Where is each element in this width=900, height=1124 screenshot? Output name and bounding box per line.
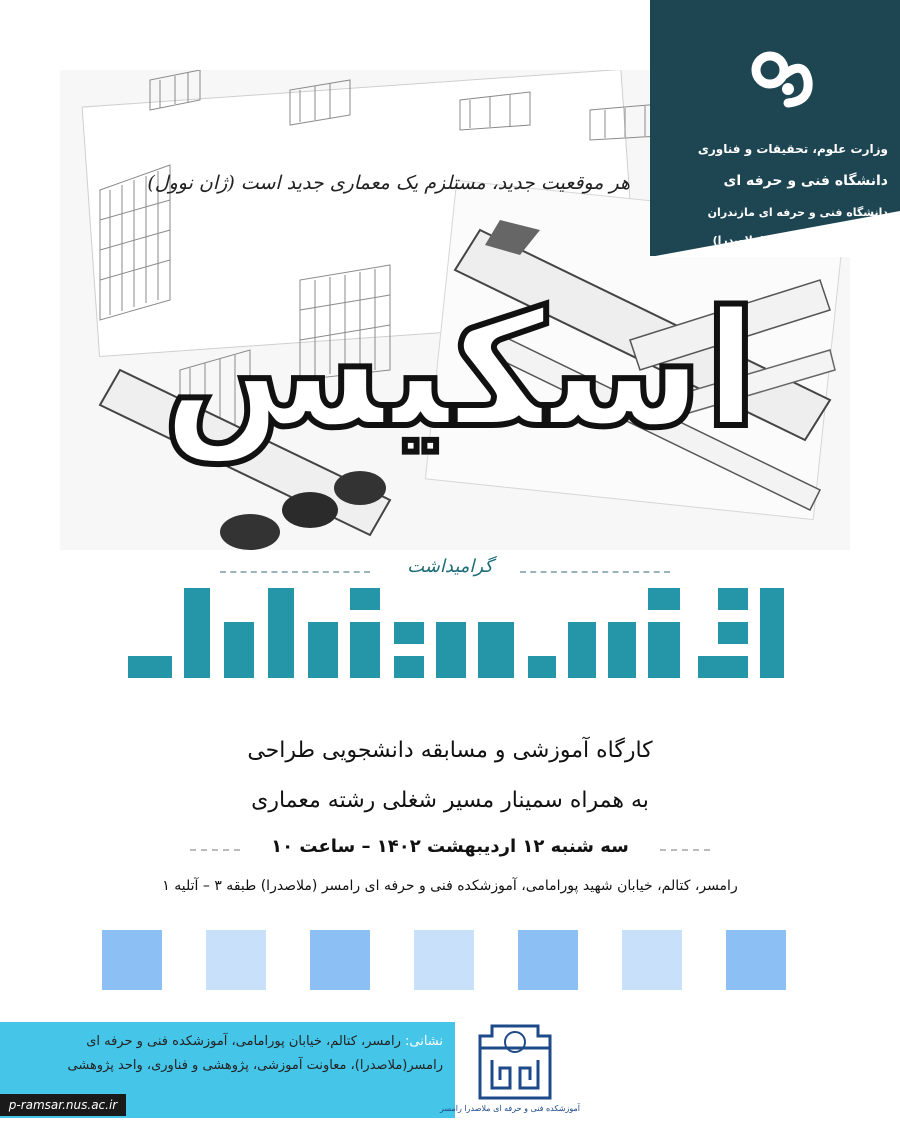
tvu-logo-icon bbox=[748, 45, 818, 115]
honor-label: گرامیداشت bbox=[407, 556, 493, 577]
architecture-quote: هر موقعیت جدید، مستلزم یک معماری جدید است (ژان نوول) bbox=[147, 172, 630, 194]
college-name: آموزشکده فنی رامسر (ملاصدرا) bbox=[712, 234, 888, 247]
college-emblem-icon bbox=[470, 1018, 560, 1102]
architect-day-logo bbox=[118, 588, 790, 700]
decorative-square bbox=[518, 930, 578, 990]
decorative-square bbox=[622, 930, 682, 990]
decorative-square bbox=[414, 930, 474, 990]
decorative-square bbox=[102, 930, 162, 990]
college-emblem-caption: آموزشکده فنی و حرفه ای ملاصدرا رامسر bbox=[439, 1104, 580, 1113]
decorative-square bbox=[726, 930, 786, 990]
event-title-line-2: به همراه سمینار مسیر شغلی رشته معماری bbox=[251, 788, 649, 813]
ministry-name: وزارت علوم، تحقیقات و فناوری bbox=[697, 142, 888, 156]
event-date-time: سه شنبه ۱۲ اردیبهشت ۱۴۰۲ – ساعت ۱۰ bbox=[271, 836, 629, 857]
address-block bbox=[3, 1030, 443, 1078]
province-branch-name: دانشگاه فنی و حرفه ای مازندران bbox=[707, 206, 888, 219]
honor-divider-left bbox=[220, 571, 370, 573]
university-name: دانشگاه فنی و حرفه ای bbox=[723, 173, 888, 189]
event-location: رامسر، کتالم، خیابان شهید پورامامی، آموزشکده فنی و حرفه ای رامسر (ملاصدرا) طبقه ۳ – آتلیه ۱ bbox=[162, 878, 738, 894]
website-url[interactable]: p-ramsar.nus.ac.ir bbox=[0, 1094, 126, 1116]
honor-divider-right bbox=[520, 571, 670, 573]
decorative-square bbox=[206, 930, 266, 990]
address-text: رامسر، کتالم، خیابان پورامامی، آموزشکده فنی و حرفه ای رامسر(ملاصدرا)، معاونت آموزشی، پژوهشی و فناوری، واحد پژوهشی bbox=[67, 1034, 443, 1073]
decorative-square bbox=[310, 930, 370, 990]
address-label: نشانی: bbox=[404, 1034, 443, 1049]
poster-title: اسکیس bbox=[161, 276, 759, 463]
event-title-line-1: کارگاه آموزشی و مسابقه دانشجویی طراحی bbox=[247, 738, 653, 763]
